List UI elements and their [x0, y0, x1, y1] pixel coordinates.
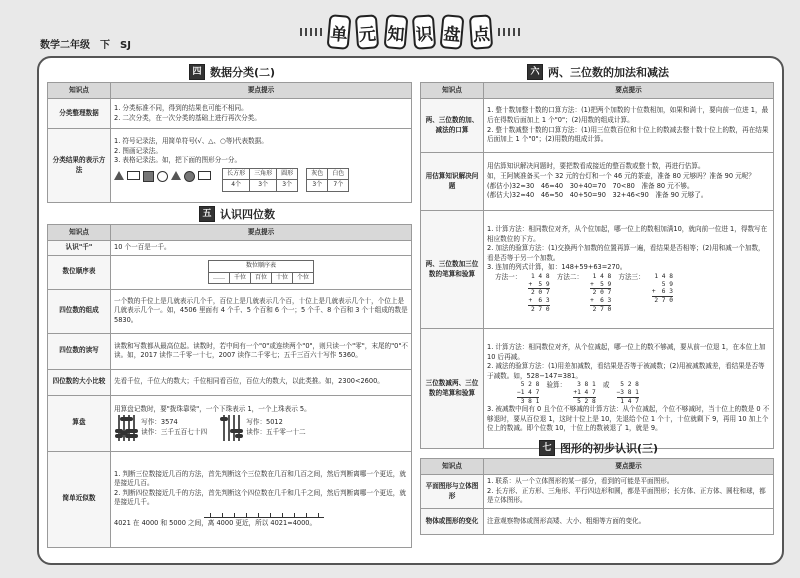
- col-head-point: 知识点: [48, 225, 111, 241]
- tip-line: 1. 整十数加整十数的口算方法：(1)把两个加数的十位数相加，如果和满十，要向前一位进 1，最后在得数后面加上 1 个"0"；(2)用数的组成计算。: [487, 106, 769, 124]
- point-cell: 四位数的大小比较: [48, 369, 111, 395]
- tip-cell: [484, 99, 774, 153]
- col-head-tip: 要点提示: [484, 459, 774, 475]
- table-cell: 圆形: [277, 168, 298, 180]
- tip-line: 先看千位，千位大的数大；千位相同看百位，百位大的数大，以此类推。如，2300<2600。: [114, 377, 384, 386]
- method-label: 方法三：: [618, 272, 645, 281]
- table-cell: 百位: [250, 272, 271, 284]
- table-four-digit-numbers: [47, 224, 412, 548]
- point-cell: 认识"千": [48, 241, 111, 256]
- or-label: 或: [602, 381, 610, 390]
- tip-line: 3. 连加的列式计算，如：148+59+63=270。: [487, 263, 627, 272]
- rectangle-shape: [127, 171, 140, 180]
- tip-line: 2. 长方形、正方形、三角形、平行四边形和圆，都是平面图形；长方体、正方体、圆柱和球，都是立体图形。: [487, 486, 766, 505]
- circle-shape: [157, 171, 168, 182]
- tip-line: 1. 分类标准不同，得到的结果也可能不相同。: [114, 103, 248, 112]
- table-caption: 数位顺序表: [208, 260, 313, 272]
- table-cell: 白色: [328, 168, 349, 180]
- tip-cell: [484, 211, 774, 329]
- vertical-calc: 1 4 8 5 9 + 6 3 2 7 0: [651, 272, 673, 305]
- tip-cell: [111, 241, 412, 256]
- section-number: 六: [527, 64, 543, 80]
- point-cell: 算盘: [48, 395, 111, 451]
- tip-cell: [484, 509, 774, 535]
- color-count-table: [306, 168, 349, 192]
- tip-line: 1. 判断三位数接近几百的方法，首先判断这个三位数在几百和几百之间，然后判断离哪一个更近，就是接近几百。: [114, 469, 406, 488]
- vertical-calc: 5 2 8 −3 8 1 1 4 7: [616, 381, 639, 405]
- point-cell: 物体或图形的变化: [421, 509, 484, 535]
- tip-line: 读数和写数都从最高位起。读数时，若中间有一个"0"或连续两个"0"，则只读一个"零"，末尾的"0"不读。如，2017 读作二千零一十七，2007 读作二千零七；五千三百六十写作 5360。: [114, 341, 409, 360]
- point-cell: 分类整理数据: [48, 99, 111, 129]
- tip-line: 4021 在 4000 和 5000 之间，离 4000 更近，所以 4021≈4000。: [114, 518, 317, 527]
- tip-cell: [111, 289, 412, 333]
- banner-char: 知: [383, 14, 408, 50]
- shape-group: [114, 171, 211, 182]
- verify-label: 验算：: [546, 381, 567, 390]
- section-title-6: [527, 64, 669, 80]
- abacus-caption: 读作：三千五百七十四: [141, 427, 208, 436]
- tip-line: 2. 二次分类，在一次分类的基础上进行再次分类。: [114, 113, 261, 122]
- section-number: 四: [189, 64, 205, 80]
- table-cell: 三角形: [250, 168, 277, 180]
- tip-cell: [111, 395, 412, 451]
- col-head-point: 知识点: [48, 83, 111, 99]
- vertical-calc: 5 2 8 −1 4 7 3 8 1: [517, 381, 540, 405]
- tip-line: (都估小)32≈30 46≈40 30+40=70 70<80 准备 80 元不够。: [487, 181, 694, 190]
- banner-char: 元: [355, 14, 380, 49]
- col-head-point: 知识点: [421, 83, 484, 99]
- method-label: 方法一：: [495, 272, 522, 281]
- col-head-tip: 要点提示: [484, 83, 774, 99]
- table-cell: 4个: [223, 180, 250, 192]
- table-cell: 7个: [328, 180, 349, 192]
- point-cell: 数位顺序表: [48, 255, 111, 289]
- tip-line: 10 个一百是一千。: [114, 243, 171, 251]
- tip-cell: [111, 129, 412, 203]
- triangle-shape: [171, 171, 181, 180]
- tip-line: 2. 加法的验算方法：(1)交换两个加数的位置再算一遍，看结果是否相等；(2)用和减一个加数，看是否等于另一个加数。: [487, 244, 765, 262]
- vertical-calc: 1 4 8 + 5 9 2 0 7 + 6 3 2 7 0: [528, 272, 550, 313]
- section-title-text: 图形的初步认识(三): [560, 442, 659, 455]
- section-title-4: [189, 64, 275, 80]
- col-head-tip: 要点提示: [111, 225, 412, 241]
- tip-line: 2. 判断四位数接近几千的方法，首先判断这个四位数在几千和几千之间，然后判断离哪一个更近，就是接近几千。: [114, 488, 406, 507]
- tip-line: 用估算知识解决问题时，要把数看成接近的整百数或整十数，再进行估算。: [487, 162, 705, 171]
- abacus-icon: [118, 415, 135, 441]
- section-title-7: [539, 440, 658, 456]
- vertical-calc: 1 4 8 + 5 9 2 0 7 + 6 3 2 7 0: [590, 272, 612, 313]
- tip-line: 2. 减法的验算方法：(1)用差加减数，看结果是否等于被减数；(2)用被减数减差，看结果是否等于减数。如，528−147=381。: [487, 362, 765, 380]
- table-add-subtract: [420, 82, 774, 449]
- table-data-classification: [47, 82, 412, 203]
- tip-line: 1. 符号记录法，用简单符号(√、△、○等)代表数据。: [114, 136, 268, 145]
- section-title-text: 认识四位数: [220, 208, 275, 221]
- tip-line: 1. 联系：从一个立体图形的某一部分，看到的可能是平面图形。: [487, 477, 674, 486]
- section-number: 七: [539, 440, 555, 456]
- abacus-caption: 读作：五千零一十二: [246, 427, 306, 436]
- tip-line: 一个数的千位上是几就表示几个千，百位上是几就表示几个百，十位上是几就表示几个十，个位上是几就表示几个一。如，4506 里面有 4 个千、5 个百和 6 个一；5 个千、8 个百和 3 个十组成的数是 5830。: [114, 296, 408, 324]
- table-cell: 个位: [293, 272, 314, 284]
- abacus-caption: 写作：3574: [141, 418, 178, 427]
- number-line: [204, 511, 324, 518]
- place-value-table: [208, 260, 314, 284]
- tip-line: 3. 被减数中间有 0 且个位不够减的计算方法：从个位减起，个位不够减时，当十位上的数是 0 不够退时，要从百位退 1，这时十位上是 10，先退给个位 1 个十，十位就剩下 9，再用 10 加上个位上的数减。即个位数 10，十位上的数被退了 1，就是 9。: [487, 405, 770, 433]
- tip-cell: [111, 99, 412, 129]
- banner-char: 单: [327, 14, 352, 50]
- point-cell: 简单近似数: [48, 451, 111, 547]
- tip-cell: [484, 475, 774, 509]
- tip-line: 2. 整十数减整十数的口算方法：(1)用三位数百位和十位上的数减去整十数十位上的数，再在结果后面加上 1 个"0"；(2)用数的组成计算。: [487, 125, 769, 144]
- table-cell: 十位: [272, 272, 293, 284]
- table-shapes: [420, 458, 774, 535]
- vertical-calc: 3 8 1 +1 4 7 5 2 8: [573, 381, 596, 405]
- table-cell: 3个: [277, 180, 298, 192]
- filled-circle-shape: [184, 171, 195, 182]
- point-cell: 三位数减两、三位数的笔算和验算: [421, 329, 484, 449]
- tip-line: 注意观察物体或图形高矮、大小、粗细等方面的变化。: [487, 516, 646, 525]
- col-head-tip: 要点提示: [111, 83, 412, 99]
- point-cell: 两、三位数加三位数的笔算和验算: [421, 211, 484, 329]
- col-head-point: 知识点: [421, 459, 484, 475]
- abacus-icon: [223, 415, 240, 441]
- tip-cell: [111, 451, 412, 547]
- point-cell: 用估算知识解决问题: [421, 153, 484, 211]
- filled-square-shape: [143, 171, 154, 182]
- section-title-5: [199, 206, 275, 222]
- section-number: 五: [199, 206, 215, 222]
- table-cell: 3个: [250, 180, 277, 192]
- tip-line: 1. 计算方法：相同数位对齐，从个位减起，哪一位上的数不够减，要从前一位退 1，在本位上加 10 后再减。: [487, 342, 766, 361]
- tip-line: 2. 图画记录法。: [114, 146, 162, 155]
- table-cell: 长方形: [223, 168, 250, 180]
- banner-char: 识: [412, 14, 437, 49]
- banner-char: 点: [468, 14, 493, 49]
- tip-line: 3. 表格记录法。如，把下面的图形分一分。: [114, 156, 242, 165]
- triangle-shape: [114, 171, 124, 180]
- section-title-text: 两、三位数的加法和减法: [548, 66, 669, 79]
- tip-cell: [111, 369, 412, 395]
- shape-count-table: [222, 168, 298, 192]
- banner-stripes-right: [498, 28, 520, 36]
- banner-stripes-left: [300, 28, 322, 36]
- banner-char: 盘: [440, 14, 465, 50]
- table-cell: ……: [208, 272, 229, 284]
- tip-line: 用算盘记数时，要"拨珠靠梁"，一个下珠表示 1，一个上珠表示 5。: [114, 405, 311, 414]
- point-cell: 两、三位数的加、减法的口算: [421, 99, 484, 153]
- tip-line: 1. 计算方法：相同数位对齐，从个位加起，哪一位上的数相加满10，就向前一位进 1，得数写在相应数位的下方。: [487, 225, 768, 243]
- section-title-text: 数据分类(二): [210, 66, 276, 79]
- tip-cell: [111, 255, 412, 289]
- tip-cell: [111, 333, 412, 369]
- point-cell: 平面图形与立体图形: [421, 475, 484, 509]
- grade-tag: 数学二年级 下 SJ: [40, 40, 131, 51]
- table-cell: 灰色: [307, 168, 328, 180]
- tip-line: 如，王阿姨准备买一个 32 元的台灯和一个 46 元的茶壶，准备 80 元够吗？准备 90 元呢？: [487, 171, 755, 180]
- method-label: 方法二：: [556, 272, 584, 281]
- banner-title: [300, 14, 520, 50]
- rectangle-shape: [198, 171, 211, 180]
- point-cell: 四位数的读写: [48, 333, 111, 369]
- abacus-caption: 写作：5012: [246, 418, 283, 427]
- point-cell: 四位数的组成: [48, 289, 111, 333]
- content-panel: [37, 56, 784, 565]
- table-cell: 3个: [307, 180, 328, 192]
- tip-cell: [484, 153, 774, 211]
- tip-line: (都估大)32≈40 46≈50 40+50=90 32+46<90 准备 90 元够了。: [487, 191, 708, 200]
- tip-cell: [484, 329, 774, 449]
- table-cell: 千位: [229, 272, 250, 284]
- point-cell: 分类结果的表示方法: [48, 129, 111, 203]
